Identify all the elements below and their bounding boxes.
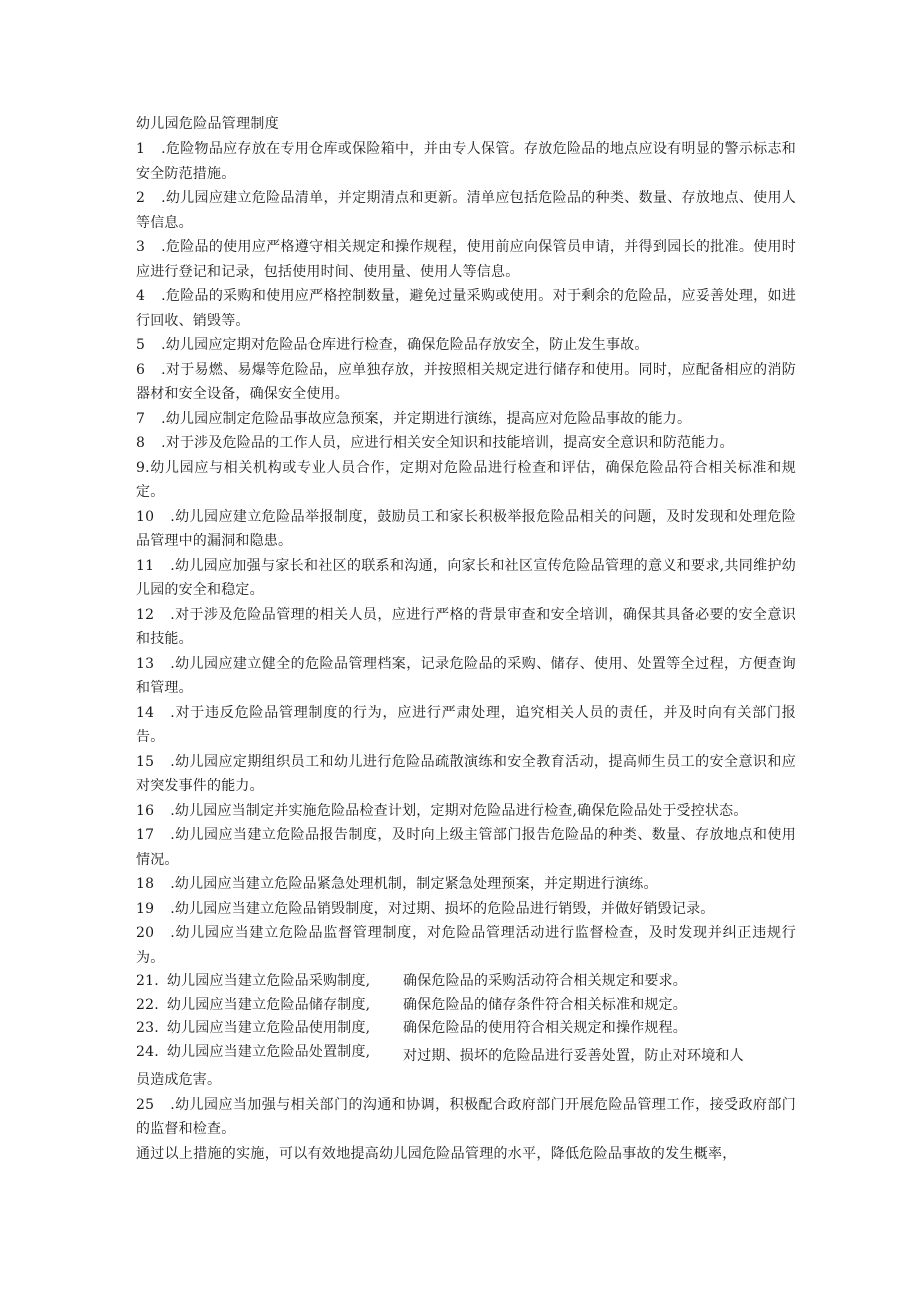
list-item: 13 .幼儿园应建立健全的危险品管理档案，记录危险品的采购、储存、使用、处置等全过程，方便查询和管理。 xyxy=(136,655,796,696)
list-item: 3 .危险品的使用应严格遵守相关规定和操作规程，使用前应向保管员申请，并得到园长的批准。使用时应进行登记和记录，包括使用时间、使用量、使用人等信息。 xyxy=(136,239,796,280)
document-title: 幼儿园危险品管理制度 xyxy=(136,116,279,132)
list-item: 2 .幼儿园应建立危险品清单，并定期清点和更新。清单应包括危险品的种类、数量、存放地点、使用人等信息。 xyxy=(136,190,796,231)
list-item: 19 .幼儿园应当建立危险品销毁制度，对过期、损坏的危险品进行销毁，并做好销毁记录。 xyxy=(136,900,715,917)
item-continuation: 员造成危害。 xyxy=(136,1072,222,1089)
list-item: 8 .对于涉及危险品的工作人员，应进行相关安全知识和技能培训，提高安全意识和防范能力。 xyxy=(136,435,734,451)
item-right-col: 确保危险品的储存条件符合相关标准和规定。 xyxy=(403,996,687,1013)
list-item: 15 .幼儿园应定期组织员工和幼儿进行危险品疏散演练和安全教育活动，提高师生员工的安全意识和应对突发事件的能力。 xyxy=(136,753,796,794)
list-item: 6 .对于易燃、易爆等危险品，应单独存放，并按照相关规定进行储存和使用。同时，应配备相应的消防器材和安全设备，确保安全使用。 xyxy=(136,361,796,402)
item-left-col: 21. 幼儿园应当建立危险品采购制度, xyxy=(136,973,371,989)
list-item-two-column xyxy=(136,1041,796,1069)
list-item: 4 .危险品的采购和使用应严格控制数量，避免过量采购或使用。对于剩余的危险品，应妥善处理，如进行回收、销毁等。 xyxy=(136,288,796,329)
list-item: 16 .幼儿园应当制定并实施危险品检查计划，定期对危险品进行检查,确保危险品处于受控状态。 xyxy=(136,802,748,819)
list-item-two-column xyxy=(136,994,796,1018)
list-item: 17 .幼儿园应当建立危险品报告制度，及时向上级主管部门报告危险品的种类、数量、存放地点和使用情况。 xyxy=(136,827,796,868)
list-item-two-column xyxy=(136,970,796,994)
list-item: 25 .幼儿园应当加强与相关部门的沟通和协调，积极配合政府部门开展危险品管理工作，接受政府部门的监督和检查。 xyxy=(136,1096,796,1138)
item-left-col: 22. 幼儿园应当建立危险品储存制度, xyxy=(136,996,371,1013)
list-item: 18 .幼儿园应当建立危险品紧急处理机制，制定紧急处理预案，并定期进行演练。 xyxy=(136,876,658,892)
list-item-two-column xyxy=(136,1017,796,1041)
list-item: 10 .幼儿园应建立危险品举报制度，鼓励员工和家长积极举报危险品相关的问题，及时发现和处理危险品管理中的漏洞和隐患。 xyxy=(136,508,796,549)
item-left-col: 23. 幼儿园应当建立危险品使用制度, xyxy=(136,1020,371,1037)
rules-list xyxy=(136,137,796,1166)
list-item: 20 .幼儿园应当建立危险品监督管理制度，对危险品管理活动进行监督检查，及时发现并纠正违规行为。 xyxy=(136,925,796,966)
item-right-col: 确保危险品的使用符合相关规定和操作规程。 xyxy=(403,1020,687,1037)
item-left-col: 24. 幼儿园应当建立危险品处置制度, xyxy=(136,1043,371,1060)
list-item: 7 .幼儿园应制定危险品事故应急预案，并定期进行演练，提高应对危险品事故的能力。 xyxy=(136,410,692,427)
list-item: 9.幼儿园应与相关机构或专业人员合作，定期对危险品进行检查和评估，确保危险品符合相关标准和规定。 xyxy=(136,459,796,500)
item-right-col: 确保危险品的采购活动符合相关规定和要求。 xyxy=(403,973,687,989)
closing-paragraph: 通过以上措施的实施，可以有效地提高幼儿园危险品管理的水平，降低危险品事故的发生概率， xyxy=(136,1145,737,1162)
item-right-col: 对过期、损坏的危险品进行妥善处置，防止对环境和人 xyxy=(403,1047,744,1064)
list-item: 11 .幼儿园应加强与家长和社区的联系和沟通，向家长和社区宣传危险品管理的意义和要求,共同维护幼儿园的安全和稳定。 xyxy=(136,557,796,598)
list-item: 14 .对于违反危险品管理制度的行为，应进行严肃处理，追究相关人员的责任，并及时向有关部门报告。 xyxy=(136,704,796,745)
list-item: 5 .幼儿园应定期对危险品仓库进行检查，确保危险品存放安全，防止发生事故。 xyxy=(136,337,649,353)
list-item: 1 .危险物品应存放在专用仓库或保险箱中，并由专人保管。存放危险品的地点应设有明显的警示标志和安全防范措施。 xyxy=(136,141,796,182)
list-item: 12 .对于涉及危险品管理的相关人员，应进行严格的背景审查和安全培训，确保其具备必要的安全意识和技能。 xyxy=(136,606,796,647)
